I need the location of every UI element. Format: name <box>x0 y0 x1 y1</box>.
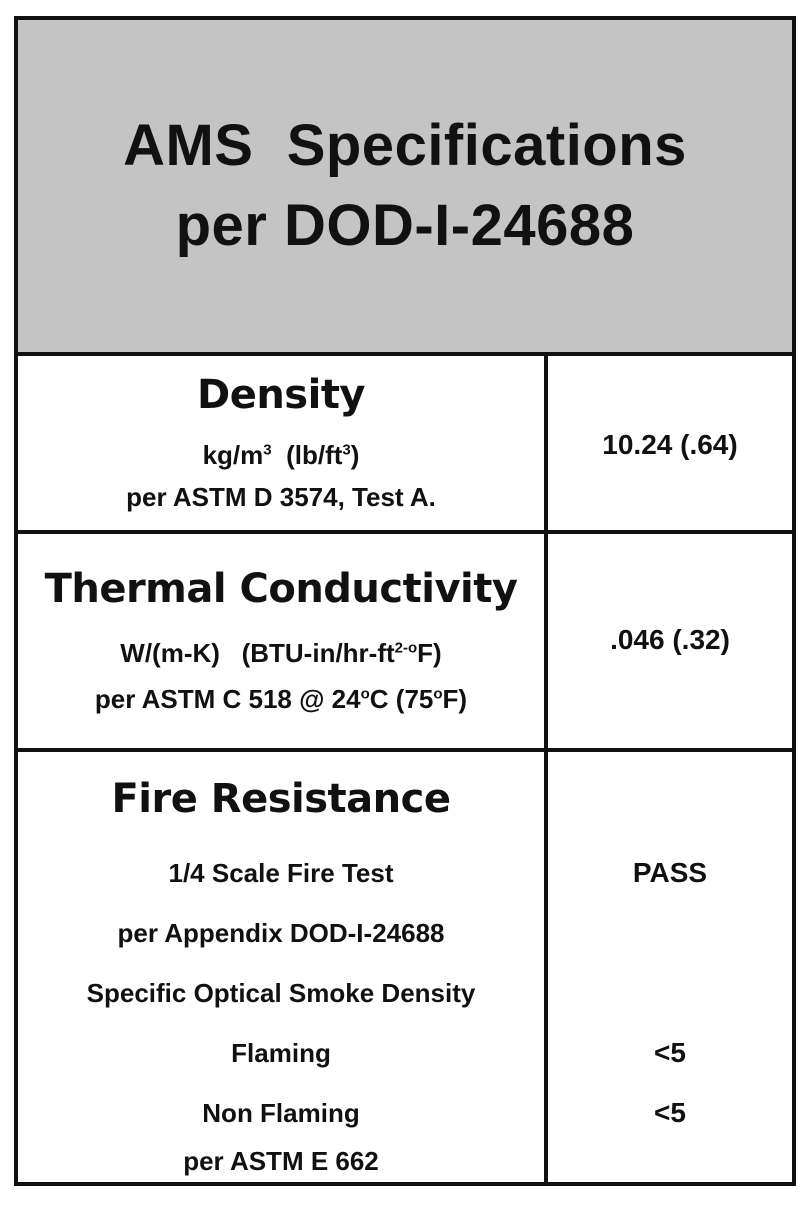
density-heading: Density <box>196 372 366 418</box>
thermal-value-cell <box>548 534 792 748</box>
density-label-cell <box>18 356 548 530</box>
thermal-value: .046 (.32) <box>610 624 730 655</box>
spec-table <box>14 16 796 1186</box>
density-value-cell <box>548 356 792 530</box>
thermal-method-c: F) <box>442 684 468 714</box>
fire-value-flaming: <5 <box>654 1037 686 1068</box>
thermal-units <box>18 638 544 669</box>
density-method: per ASTM D 3574, Test A. <box>126 482 436 512</box>
density-value: 10.24 (.64) <box>602 429 738 460</box>
thermal-unit-imperial: (BTU-in/hr-ft <box>241 638 395 668</box>
fire-line-4: Flaming <box>231 1038 331 1068</box>
fire-line-6: per ASTM E 662 <box>183 1146 379 1176</box>
thermal-row <box>18 534 792 752</box>
thermal-unit-imperial-sup: 2-o <box>394 639 418 657</box>
density-unit-metric: kg/m <box>202 440 264 470</box>
fire-value-pass: PASS <box>632 857 708 888</box>
thermal-method <box>18 684 544 715</box>
thermal-method-sup1: o <box>360 685 370 703</box>
thermal-method-b: C (75 <box>369 684 434 714</box>
fire-line-3: Specific Optical Smoke Density <box>86 978 476 1008</box>
density-unit-metric-sup: 3 <box>263 441 272 459</box>
fire-line-5: Non Flaming <box>202 1098 360 1128</box>
table-header <box>18 20 792 356</box>
thermal-unit-close: F) <box>417 638 442 668</box>
fire-heading: Fire Resistance <box>111 776 451 822</box>
density-row <box>18 356 792 534</box>
density-unit-imperial-sup: 3 <box>342 441 351 459</box>
fire-value-cell <box>548 752 792 1182</box>
title-line-1: AMS Specifications <box>123 113 687 178</box>
fire-row <box>18 752 792 1182</box>
title-line-2: per DOD-I-24688 <box>175 193 635 258</box>
fire-line-2: per Appendix DOD-I-24688 <box>117 918 445 948</box>
thermal-method-a: per ASTM C 518 @ 24 <box>94 684 361 714</box>
fire-label-cell <box>18 752 548 1182</box>
fire-line-1: 1/4 Scale Fire Test <box>168 858 394 888</box>
thermal-unit-metric: W/(m-K) <box>120 638 220 668</box>
density-units <box>18 440 544 471</box>
thermal-label-cell <box>18 534 548 748</box>
thermal-method-sup2: o <box>433 685 443 703</box>
fire-value-non-flaming: <5 <box>654 1097 686 1128</box>
thermal-heading: Thermal Conductivity <box>44 566 518 612</box>
density-unit-close: ) <box>350 440 360 470</box>
density-unit-imperial: (lb/ft <box>286 440 343 470</box>
